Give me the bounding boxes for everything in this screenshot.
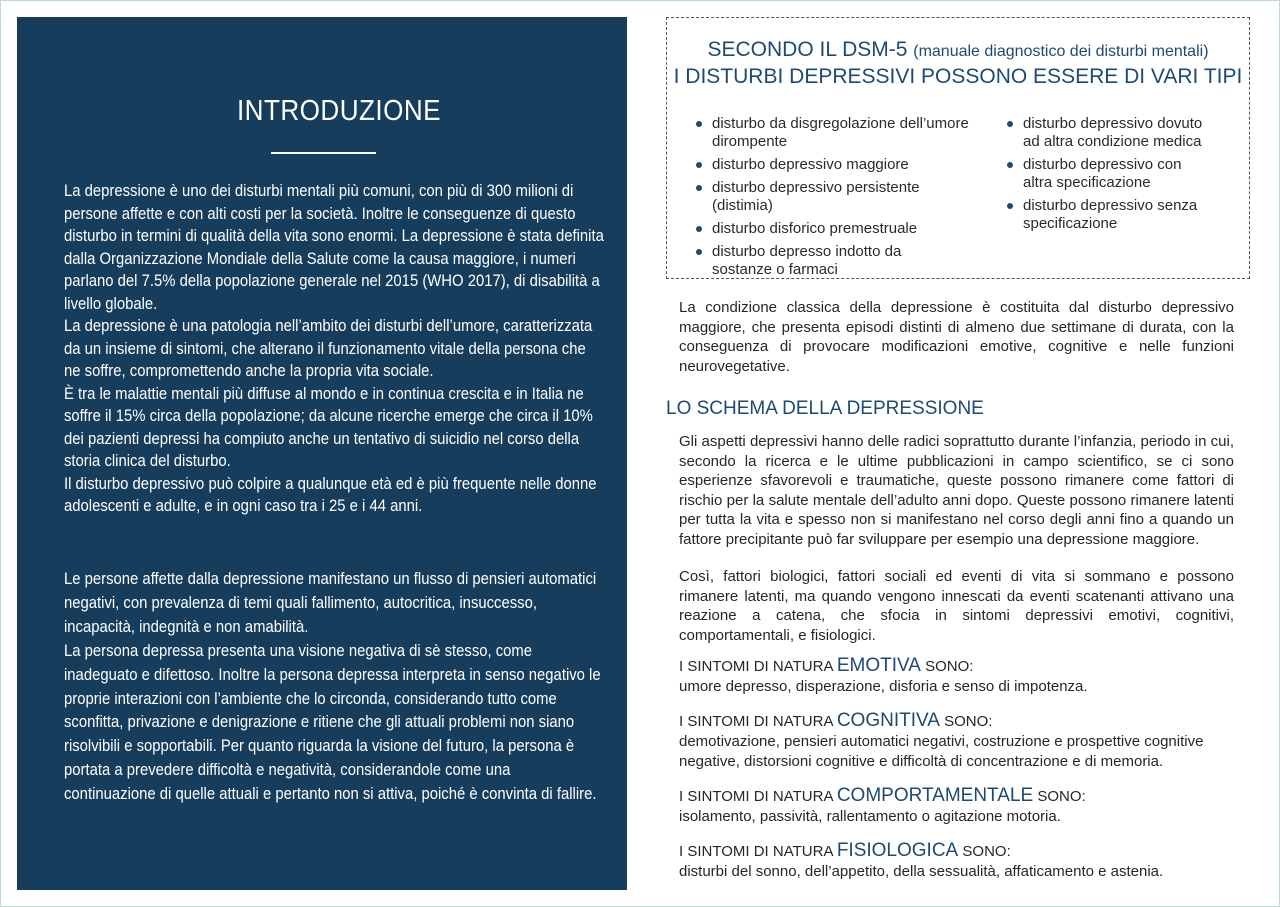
intro-paragraph: Il disturbo depressivo può colpire a qualunque età ed è più frequente nelle donne adolescenti e adulte, e in ogni caso tra i 25 e i 44 anni. [64, 474, 597, 515]
symptom-keyword: COGNITIVA [836, 710, 940, 731]
title-underline [271, 152, 376, 154]
symptom-physiological [679, 841, 1234, 882]
intro-paragraph: La depressione è una patologia nell’ambito dei disturbi dell’umore, caratterizzata da un insieme di sintomi, che alterano il funzionamento vitale della persona che ne soffre, compromettendo anche la propria vita sociale. [64, 317, 593, 380]
list-item: disturbo depressivo persistente (distimia) [694, 179, 984, 215]
intro-paragraph: La depressione è uno dei disturbi mentali più comuni, con più di 300 milioni di persone affette e con alti costi per la società. Inoltre le conseguenze di questo disturbo in termini di qualità della vita sono enormi. La depressione è stata definita dalla Organizzazione Mondiale della Salute come la causa maggiore, i numeri parlano del 7.5% della popolazione generale nel 2015 (WHO 2017), di disabilità a livello globale. [64, 182, 604, 313]
intro-paragraph: La persona depressa presenta una visione negativa di sè stesso, come inadeguato e difettoso. Inoltre la persona depressa interpreta in senso negativo le proprie interazioni con l’ambiente che lo circonda, considerando tutto come sconfitta, privazione e denigrazione e ritiene che gli attuali problemi non siano risolvibili e sopportabili. Per quanto riguarda la visione del futuro, la persona è portata a prevedere difficoltà e negatività, considerandole come una continuazione di quelle attuali e pertanto non si attiva, poiché è convinta di fallire. [64, 641, 601, 804]
list-item: disturbo depressivo senza specificazione [1005, 197, 1210, 233]
intro-block-1 [64, 180, 604, 518]
intro-paragraph: Le persone affette dalla depressione manifestano un flusso di pensieri automatici negativi, con prevalenza di temi quali fallimento, autocritica, insuccesso, incapacità, indegnità e non amabilità. [64, 570, 597, 636]
symptom-prefix: I SINTOMI DI NATURA [679, 788, 833, 805]
introduction-panel [17, 17, 627, 890]
symptom-cognitive [679, 711, 1234, 772]
dsm5-types-list-right [1005, 115, 1210, 238]
symptom-keyword: FISIOLOGICA [836, 840, 959, 861]
dsm5-heading-sub: (manuale diagnostico dei disturbi mentali) [913, 43, 1209, 60]
symptom-prefix: I SINTOMI DI NATURA [679, 713, 833, 730]
schema-paragraph: Gli aspetti depressivi hanno delle radici soprattutto durante l’infanzia, periodo in cui, secondo la ricerca e le ultime pubblicazioni in campo scientifico, se ci sono esperienze sfavorevoli e traumatiche, queste possono rimanere come fattori di rischio per la salute mentale dell’adulto anni dopo. Queste possono rimanere latenti per tutta la vita e spesso non si manifestano nel corso degli anni fino a quando un fattore precipitante può far sviluppare per esempio una depressione maggiore. [679, 433, 1234, 548]
introduction-title: INTRODUZIONE [236, 95, 442, 127]
intro-block-2 [64, 568, 604, 807]
symptom-suffix: SONO: [1037, 788, 1086, 805]
symptom-suffix: SONO: [944, 713, 993, 730]
dsm5-types-list-left [694, 115, 984, 284]
symptom-description: demotivazione, pensieri automatici negativi, costruzione e prospettive cognitive negative, distorsioni cognitive e difficoltà di concentrazione e di memoria. [679, 733, 1204, 770]
symptom-keyword: COMPORTAMENTALE [836, 785, 1034, 806]
schema-paragraph: Così, fattori biologici, fattori sociali ed eventi di vita si sommano e possono rimanere latenti, ma quando vengono innescati da eventi scatenanti attivano una reazione a catena, che sfocia in sintomi depressivi emotivi, cognitivi, comportamentali, e fisiologici. [679, 568, 1234, 644]
dsm5-heading [667, 38, 1249, 62]
intro-paragraph: È tra le malattie mentali più diffuse al mondo e in continua crescita e in Italia ne soffre il 15% circa della popolazione; da alcune ricerche emerge che circa il 10% dei pazienti depressi ha compiuto anche un tentativo di suicidio nel corso della storia clinica del disturbo. [64, 384, 593, 470]
symptom-keyword: EMOTIVA [836, 655, 921, 676]
dsm5-heading-main: SECONDO IL DSM-5 [707, 38, 908, 61]
dsm5-heading-line2: I DISTURBI DEPRESSIVI POSSONO ESSERE DI VARI TIPI [673, 65, 1243, 88]
symptom-description: umore depresso, disperazione, disforia e senso di impotenza. [679, 678, 1088, 695]
list-item: disturbo disforico premestruale [694, 220, 984, 238]
classic-depression-text: La condizione classica della depressione è costituita dal disturbo depressivo maggiore, che presenta episodi distinti di almeno due settimane di durata, con la conseguenza di provocare modificazioni emotive, cognitive e nelle funzioni neurovegetative. [679, 299, 1234, 375]
symptom-emotional [679, 656, 1234, 697]
list-item: disturbo depressivo maggiore [694, 156, 984, 174]
symptom-behavioral [679, 786, 1234, 827]
schema-title: LO SCHEMA DELLA DEPRESSIONE [666, 398, 984, 419]
symptom-suffix: SONO: [962, 843, 1011, 860]
symptom-prefix: I SINTOMI DI NATURA [679, 658, 833, 675]
list-item: disturbo depressivo con altra specificazione [1005, 156, 1210, 192]
symptom-description: disturbi del sonno, dell’appetito, della sessualità, affaticamento e astenia. [679, 863, 1164, 880]
symptom-prefix: I SINTOMI DI NATURA [679, 843, 833, 860]
dsm5-types-box [666, 17, 1250, 279]
symptom-description: isolamento, passività, rallentamento o agitazione motoria. [679, 808, 1061, 825]
list-item: disturbo depressivo dovuto ad altra condizione medica [1005, 115, 1210, 151]
list-item: disturbo da disgregolazione dell’umore dirompente [694, 115, 984, 151]
symptom-suffix: SONO: [925, 658, 974, 675]
list-item: disturbo depresso indotto da sostanze o farmaci [694, 243, 957, 279]
